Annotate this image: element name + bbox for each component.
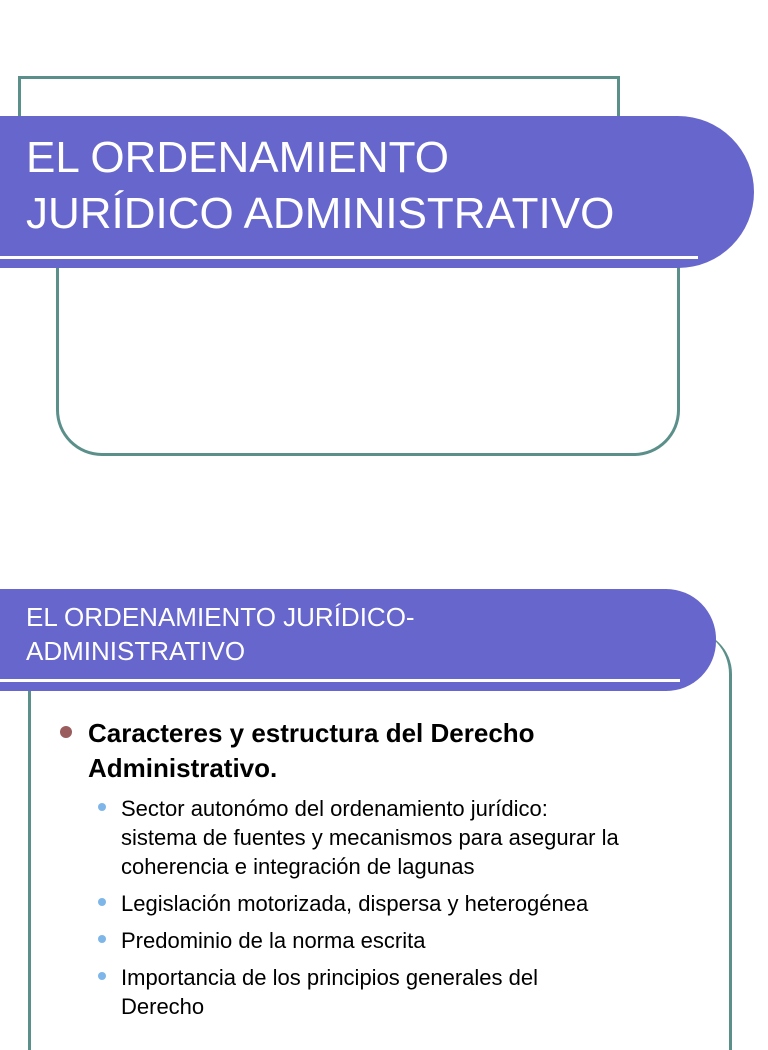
sub-bullet-text [121, 889, 588, 918]
sub-bullet-dot-icon [98, 898, 106, 906]
title-slide [0, 0, 768, 520]
sub-bullet-dot-icon [98, 972, 106, 980]
sub-bullet-list [60, 794, 720, 1021]
sub-bullet-item [98, 963, 720, 1021]
slide-title-line: EL ORDENAMIENTO [26, 133, 449, 182]
sub-bullet-text [121, 794, 619, 881]
content-slide [0, 520, 768, 1024]
sub-bullet-line: Predominio de la norma escrita [121, 928, 426, 953]
sub-bullet-dot-icon [98, 935, 106, 943]
sub-bullet-text [121, 963, 538, 1021]
sub-bullet-line: Importancia de los principios generales del [121, 965, 539, 990]
bullet-line: Administrativo. [88, 753, 278, 783]
slide-title-line: EL ORDENAMIENTO JURÍDICO- [26, 602, 415, 632]
title-underline [0, 256, 698, 259]
slide-title-line: ADMINISTRATIVO [26, 636, 246, 666]
sub-bullet-line: coherencia e integración de lagunas [121, 854, 475, 879]
sub-bullet-item [98, 794, 720, 881]
sub-bullet-line: Sector autonómo del ordenamiento jurídico: [121, 796, 548, 821]
slide-title [26, 600, 415, 668]
bullet-dot-icon [60, 726, 72, 738]
sub-bullet-line: Legislación motorizada, dispersa y heterogénea [121, 891, 589, 916]
sub-bullet-item [98, 889, 720, 918]
title-underline [0, 679, 680, 682]
bullet-text [88, 716, 535, 786]
bullet-item [60, 716, 720, 786]
slide-body [60, 716, 720, 1029]
slide-frame-bottom [56, 240, 680, 456]
sub-bullet-dot-icon [98, 803, 106, 811]
sub-bullet-line: sistema de fuentes y mecanismos para asegurar la [121, 825, 619, 850]
bullet-line: Caracteres y estructura del Derecho [88, 718, 535, 748]
slide-title-line: JURÍDICO ADMINISTRATIVO [26, 189, 615, 238]
sub-bullet-text [121, 926, 425, 955]
sub-bullet-item [98, 926, 720, 955]
slide-title [26, 130, 614, 242]
sub-bullet-line: Derecho [121, 994, 205, 1019]
